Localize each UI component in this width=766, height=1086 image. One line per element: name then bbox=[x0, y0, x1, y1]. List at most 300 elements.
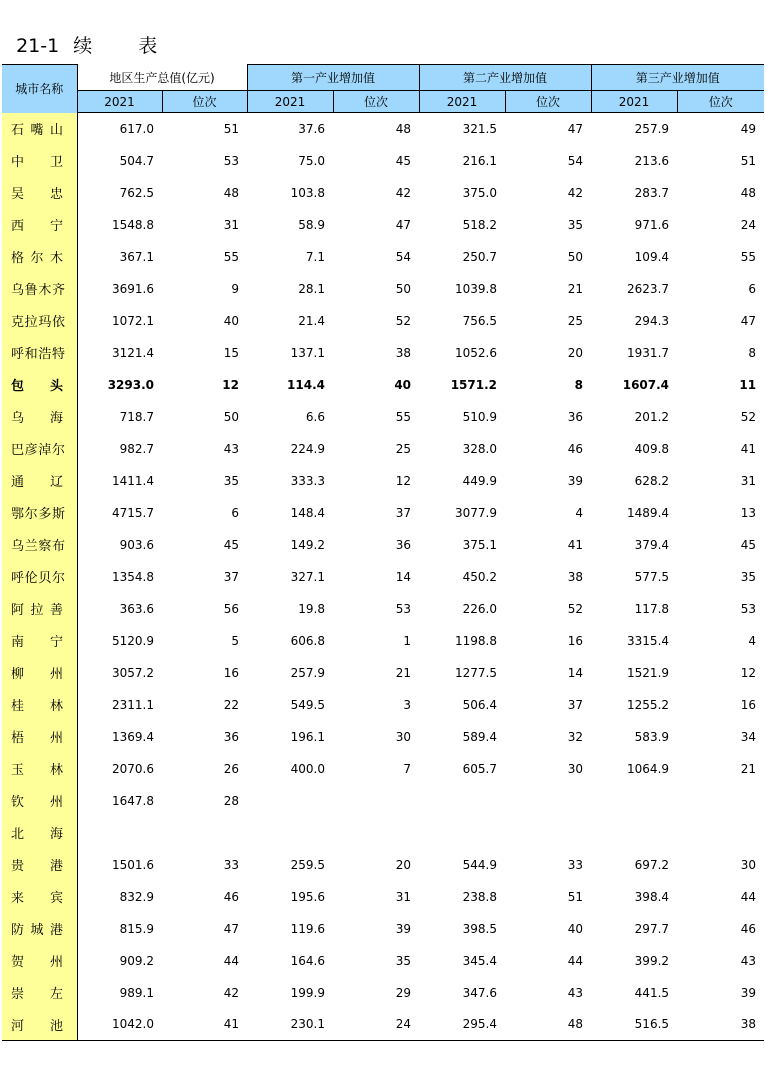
table-row bbox=[2, 849, 764, 881]
secondary-rank: 21 bbox=[567, 281, 584, 296]
city-name-label: 防城港 bbox=[11, 923, 63, 938]
city-name bbox=[2, 721, 77, 753]
gdp-rank: 26 bbox=[223, 761, 239, 776]
primary-rank: 48 bbox=[395, 121, 412, 136]
gdp-value: 989.1 bbox=[119, 985, 154, 1000]
city-name bbox=[2, 561, 77, 593]
primary-rank: 45 bbox=[395, 153, 412, 168]
header-secondary-year: 2021 bbox=[419, 91, 505, 113]
secondary-rank bbox=[505, 785, 591, 817]
city-name bbox=[2, 337, 77, 369]
gdp-rank: 9 bbox=[231, 281, 239, 296]
secondary-value: 250.7 bbox=[462, 249, 498, 264]
tertiary-rank: 30 bbox=[740, 857, 757, 872]
gdp-value: 5120.9 bbox=[112, 633, 154, 648]
primary-value: 164.6 bbox=[290, 953, 325, 968]
tertiary-value: 971.6 bbox=[634, 217, 670, 232]
tertiary-value: 297.7 bbox=[634, 921, 670, 936]
secondary-rank: 51 bbox=[567, 889, 584, 904]
city-name bbox=[2, 241, 77, 273]
table-row bbox=[2, 465, 764, 497]
gdp-value: 2311.1 bbox=[112, 697, 154, 712]
city-name bbox=[2, 497, 77, 529]
tertiary-value: 399.2 bbox=[634, 953, 670, 968]
primary-value: 199.9 bbox=[290, 985, 325, 1000]
gdp-rank: 37 bbox=[223, 569, 239, 584]
tertiary-rank bbox=[677, 817, 764, 849]
tertiary-value: 516.5 bbox=[591, 1009, 677, 1041]
city-name bbox=[2, 273, 77, 305]
secondary-rank: 16 bbox=[567, 633, 584, 648]
city-name-label: 河池 bbox=[11, 1018, 63, 1034]
city-name-label: 乌海 bbox=[11, 411, 63, 426]
tertiary-rank: 11 bbox=[739, 377, 757, 392]
gdp-rank: 53 bbox=[223, 153, 239, 168]
gdp-rank: 6 bbox=[231, 505, 239, 520]
tertiary-value: 577.5 bbox=[634, 569, 670, 584]
gdp-rank: 55 bbox=[223, 249, 239, 264]
primary-rank: 53 bbox=[395, 601, 412, 616]
city-name bbox=[2, 369, 77, 401]
primary-rank: 1 bbox=[403, 633, 412, 648]
secondary-rank: 50 bbox=[567, 249, 584, 264]
secondary-value: 398.5 bbox=[462, 921, 498, 936]
primary-value: 196.1 bbox=[290, 729, 325, 744]
city-name-label: 石嘴山 bbox=[11, 123, 63, 138]
city-name bbox=[2, 945, 77, 977]
city-name-label: 西宁 bbox=[11, 219, 63, 234]
city-name bbox=[2, 209, 77, 241]
tertiary-rank: 44 bbox=[740, 889, 757, 904]
secondary-value: 321.5 bbox=[462, 121, 498, 136]
primary-value: 230.1 bbox=[247, 1009, 333, 1041]
primary-rank: 12 bbox=[395, 473, 412, 488]
tertiary-rank: 34 bbox=[740, 729, 757, 744]
gdp-value: 718.7 bbox=[119, 409, 154, 424]
table-row bbox=[2, 753, 764, 785]
secondary-rank: 20 bbox=[567, 345, 584, 360]
city-name-label: 乌兰察布 bbox=[11, 539, 65, 554]
primary-rank: 52 bbox=[395, 313, 412, 328]
gdp-rank: 40 bbox=[223, 313, 239, 328]
tertiary-value: 583.9 bbox=[634, 729, 670, 744]
tertiary-rank bbox=[677, 785, 764, 817]
primary-value: 148.4 bbox=[290, 505, 325, 520]
secondary-value: 345.4 bbox=[462, 953, 498, 968]
city-name-label: 通辽 bbox=[11, 475, 63, 490]
tertiary-rank: 43 bbox=[740, 953, 757, 968]
city-name bbox=[2, 625, 77, 657]
tertiary-value: 409.8 bbox=[634, 441, 670, 456]
primary-value bbox=[247, 817, 333, 849]
table-row bbox=[2, 561, 764, 593]
table-row bbox=[2, 625, 764, 657]
tertiary-value: 283.7 bbox=[634, 185, 670, 200]
secondary-value: 295.4 bbox=[419, 1009, 505, 1041]
table-row bbox=[2, 785, 764, 817]
gdp-rank: 45 bbox=[223, 537, 239, 552]
secondary-rank: 48 bbox=[505, 1009, 591, 1041]
city-name-label: 阿拉善 bbox=[11, 603, 63, 618]
secondary-value bbox=[419, 817, 505, 849]
primary-value: 137.1 bbox=[290, 345, 325, 360]
tertiary-value bbox=[591, 785, 677, 817]
city-name-label: 贺州 bbox=[11, 955, 63, 970]
secondary-rank: 46 bbox=[567, 441, 584, 456]
primary-value: 195.6 bbox=[290, 889, 325, 904]
city-name bbox=[2, 305, 77, 337]
secondary-rank: 25 bbox=[567, 313, 584, 328]
secondary-value: 450.2 bbox=[462, 569, 498, 584]
primary-value: 28.1 bbox=[298, 281, 325, 296]
tertiary-rank: 13 bbox=[740, 505, 757, 520]
header-gdp-year: 2021 bbox=[77, 91, 162, 113]
tertiary-rank: 51 bbox=[740, 153, 757, 168]
secondary-rank: 41 bbox=[567, 537, 584, 552]
primary-value: 103.8 bbox=[290, 185, 325, 200]
gdp-value: 1501.6 bbox=[112, 857, 154, 872]
gdp-rank: 35 bbox=[223, 473, 239, 488]
city-name-label: 乌鲁木齐 bbox=[11, 283, 65, 298]
secondary-rank: 33 bbox=[567, 857, 584, 872]
secondary-value: 375.1 bbox=[462, 537, 498, 552]
table-row bbox=[2, 721, 764, 753]
primary-value: 333.3 bbox=[290, 473, 325, 488]
primary-value bbox=[247, 785, 333, 817]
secondary-rank: 43 bbox=[567, 985, 584, 1000]
tertiary-rank: 47 bbox=[740, 313, 757, 328]
city-name bbox=[2, 977, 77, 1009]
header-tertiary: 第三产业增加值 bbox=[591, 65, 764, 91]
tertiary-value: 379.4 bbox=[634, 537, 670, 552]
gdp-value: 1072.1 bbox=[112, 313, 154, 328]
city-name bbox=[2, 913, 77, 945]
city-name-label: 中卫 bbox=[11, 155, 63, 170]
tertiary-value: 257.9 bbox=[634, 121, 670, 136]
tertiary-rank: 45 bbox=[740, 537, 757, 552]
primary-value: 606.8 bbox=[290, 633, 325, 648]
primary-value: 119.6 bbox=[290, 921, 325, 936]
secondary-rank: 36 bbox=[567, 409, 584, 424]
gdp-rank: 50 bbox=[223, 409, 239, 424]
gdp-value: 1548.8 bbox=[112, 217, 154, 232]
gdp-value: 3293.0 bbox=[107, 377, 154, 392]
city-name bbox=[2, 1009, 77, 1041]
secondary-value: 756.5 bbox=[462, 313, 498, 328]
tertiary-value: 1489.4 bbox=[627, 505, 670, 520]
primary-rank: 29 bbox=[395, 985, 412, 1000]
table-row bbox=[2, 209, 764, 241]
primary-rank: 30 bbox=[395, 729, 412, 744]
primary-value: 21.4 bbox=[298, 313, 325, 328]
tertiary-rank: 38 bbox=[677, 1009, 764, 1041]
secondary-value: 1571.2 bbox=[450, 377, 498, 392]
city-name-label: 吴忠 bbox=[11, 187, 63, 202]
primary-rank: 40 bbox=[394, 377, 412, 392]
secondary-rank: 30 bbox=[567, 761, 584, 776]
primary-rank: 36 bbox=[395, 537, 412, 552]
gdp-value: 367.1 bbox=[119, 249, 154, 264]
city-name-label: 克拉玛依 bbox=[11, 315, 65, 330]
city-name-label: 北海 bbox=[11, 827, 63, 842]
title-suffix: 续表 bbox=[73, 35, 204, 57]
secondary-value: 1039.8 bbox=[455, 281, 498, 296]
secondary-value: 518.2 bbox=[462, 217, 498, 232]
gdp-rank: 42 bbox=[223, 985, 239, 1000]
gdp-rank: 43 bbox=[223, 441, 239, 456]
tertiary-rank: 46 bbox=[740, 921, 757, 936]
table-row bbox=[2, 529, 764, 561]
secondary-value: 589.4 bbox=[462, 729, 498, 744]
city-name bbox=[2, 817, 77, 849]
secondary-value: 510.9 bbox=[462, 409, 498, 424]
table-row bbox=[2, 369, 764, 401]
secondary-rank: 39 bbox=[567, 473, 584, 488]
header-primary-year: 2021 bbox=[247, 91, 333, 113]
secondary-rank: 4 bbox=[575, 505, 584, 520]
city-name-label: 玉林 bbox=[11, 763, 63, 778]
table-row bbox=[2, 177, 764, 209]
city-name bbox=[2, 433, 77, 465]
city-name-label: 呼和浩特 bbox=[11, 347, 65, 362]
tertiary-value: 1064.9 bbox=[627, 761, 670, 776]
city-name bbox=[2, 113, 77, 145]
secondary-rank: 37 bbox=[567, 697, 584, 712]
tertiary-value: 1255.2 bbox=[627, 697, 670, 712]
primary-value: 400.0 bbox=[290, 761, 325, 776]
primary-value: 75.0 bbox=[298, 153, 325, 168]
primary-rank: 37 bbox=[395, 505, 412, 520]
city-name-label: 鄂尔多斯 bbox=[11, 507, 65, 522]
city-name bbox=[2, 753, 77, 785]
city-name-label: 包头 bbox=[11, 379, 63, 394]
primary-value: 327.1 bbox=[290, 569, 325, 584]
table-row bbox=[2, 1009, 764, 1041]
table-row bbox=[2, 433, 764, 465]
table-number: 21-1 bbox=[16, 35, 60, 57]
tertiary-rank: 4 bbox=[748, 633, 757, 648]
gdp-rank: 31 bbox=[223, 217, 239, 232]
secondary-rank: 35 bbox=[567, 217, 584, 232]
tertiary-rank: 24 bbox=[740, 217, 757, 232]
tertiary-value bbox=[591, 817, 677, 849]
city-name-label: 来宾 bbox=[11, 891, 63, 906]
primary-rank: 24 bbox=[333, 1009, 419, 1041]
tertiary-value: 294.3 bbox=[634, 313, 670, 328]
tertiary-rank: 31 bbox=[740, 473, 757, 488]
gdp-rank: 33 bbox=[223, 857, 239, 872]
gdp-value: 909.2 bbox=[119, 953, 154, 968]
gdp-value: 2070.6 bbox=[112, 761, 154, 776]
gdp-rank: 12 bbox=[222, 377, 239, 392]
city-name bbox=[2, 177, 77, 209]
city-name-label: 巴彦淖尔 bbox=[11, 443, 65, 458]
table-row bbox=[2, 241, 764, 273]
city-name-label: 钦州 bbox=[11, 795, 63, 810]
gdp-rank: 16 bbox=[223, 665, 239, 680]
secondary-value bbox=[419, 785, 505, 817]
tertiary-value: 3315.4 bbox=[627, 633, 670, 648]
primary-rank: 7 bbox=[403, 761, 412, 776]
gdp-value: 1042.0 bbox=[77, 1009, 162, 1041]
tertiary-rank: 21 bbox=[740, 761, 757, 776]
gdp-value: 815.9 bbox=[119, 921, 154, 936]
primary-rank: 21 bbox=[395, 665, 412, 680]
secondary-value: 375.0 bbox=[462, 185, 498, 200]
gdp-value: 903.6 bbox=[119, 537, 154, 552]
primary-rank: 3 bbox=[403, 697, 412, 712]
secondary-value: 544.9 bbox=[462, 857, 498, 872]
tertiary-value: 398.4 bbox=[634, 889, 670, 904]
gdp-value: 1354.8 bbox=[112, 569, 154, 584]
secondary-rank: 44 bbox=[567, 953, 584, 968]
primary-value: 149.2 bbox=[290, 537, 325, 552]
tertiary-rank: 39 bbox=[740, 985, 757, 1000]
tertiary-value: 109.4 bbox=[634, 249, 670, 264]
header-secondary-rank: 位次 bbox=[505, 91, 591, 113]
primary-rank: 55 bbox=[395, 409, 412, 424]
city-name-label: 柳州 bbox=[11, 667, 63, 682]
table-row bbox=[2, 337, 764, 369]
primary-value: 224.9 bbox=[290, 441, 325, 456]
tertiary-value: 1521.9 bbox=[627, 665, 670, 680]
tertiary-rank: 53 bbox=[740, 601, 757, 616]
gdp-rank: 22 bbox=[223, 697, 239, 712]
tertiary-rank: 49 bbox=[740, 121, 757, 136]
secondary-value: 328.0 bbox=[462, 441, 498, 456]
tertiary-rank: 41 bbox=[740, 441, 757, 456]
tertiary-value: 213.6 bbox=[634, 153, 670, 168]
secondary-value: 449.9 bbox=[462, 473, 498, 488]
header-primary: 第一产业增加值 bbox=[247, 65, 419, 91]
header-tertiary-year: 2021 bbox=[591, 91, 677, 113]
city-name bbox=[2, 401, 77, 433]
city-name bbox=[2, 881, 77, 913]
primary-rank: 50 bbox=[395, 281, 412, 296]
tertiary-rank: 8 bbox=[748, 345, 757, 360]
secondary-rank: 38 bbox=[567, 569, 584, 584]
city-name bbox=[2, 145, 77, 177]
primary-rank: 39 bbox=[395, 921, 412, 936]
primary-rank: 25 bbox=[395, 441, 412, 456]
city-name bbox=[2, 849, 77, 881]
secondary-rank bbox=[505, 817, 591, 849]
tertiary-rank: 52 bbox=[740, 409, 757, 424]
gdp-rank: 36 bbox=[223, 729, 239, 744]
primary-rank bbox=[333, 785, 419, 817]
secondary-value: 3077.9 bbox=[455, 505, 498, 520]
secondary-value: 1277.5 bbox=[455, 665, 498, 680]
secondary-rank: 54 bbox=[567, 153, 584, 168]
gdp-value: 363.6 bbox=[119, 601, 154, 616]
tertiary-value: 201.2 bbox=[634, 409, 670, 424]
gdp-value: 832.9 bbox=[119, 889, 154, 904]
secondary-value: 1052.6 bbox=[455, 345, 498, 360]
table-row bbox=[2, 657, 764, 689]
secondary-value: 506.4 bbox=[462, 697, 498, 712]
primary-rank: 38 bbox=[395, 345, 412, 360]
table-row bbox=[2, 145, 764, 177]
tertiary-value: 441.5 bbox=[634, 985, 670, 1000]
secondary-rank: 14 bbox=[567, 665, 584, 680]
table-row bbox=[2, 401, 764, 433]
gdp-value: 3691.6 bbox=[112, 281, 154, 296]
city-name-label: 南宁 bbox=[11, 635, 63, 650]
tertiary-rank: 55 bbox=[740, 249, 757, 264]
secondary-rank: 32 bbox=[567, 729, 584, 744]
primary-value: 549.5 bbox=[290, 697, 325, 712]
gdp-rank: 15 bbox=[223, 345, 239, 360]
city-name bbox=[2, 657, 77, 689]
gdp-value: 3057.2 bbox=[112, 665, 154, 680]
gdp-value bbox=[77, 817, 162, 849]
tertiary-value: 628.2 bbox=[634, 473, 670, 488]
secondary-value: 226.0 bbox=[462, 601, 498, 616]
header-tertiary-rank: 位次 bbox=[677, 91, 764, 113]
secondary-value: 238.8 bbox=[462, 889, 498, 904]
table-row bbox=[2, 881, 764, 913]
city-name bbox=[2, 465, 77, 497]
city-name-label: 崇左 bbox=[11, 987, 63, 1002]
table-row bbox=[2, 273, 764, 305]
primary-rank: 54 bbox=[395, 249, 412, 264]
header-secondary: 第二产业增加值 bbox=[419, 65, 591, 91]
gdp-rank: 46 bbox=[223, 889, 239, 904]
table-row bbox=[2, 689, 764, 721]
city-name-label: 梧州 bbox=[11, 731, 63, 746]
primary-value: 58.9 bbox=[298, 217, 325, 232]
primary-value: 7.1 bbox=[305, 249, 325, 264]
secondary-rank: 8 bbox=[574, 377, 584, 392]
gdp-rank: 56 bbox=[223, 601, 239, 616]
secondary-rank: 52 bbox=[567, 601, 584, 616]
table-row bbox=[2, 913, 764, 945]
city-name-label: 贵港 bbox=[11, 859, 63, 874]
primary-value: 37.6 bbox=[298, 121, 325, 136]
table-row bbox=[2, 945, 764, 977]
gdp-rank bbox=[162, 817, 247, 849]
gdp-rank: 47 bbox=[223, 921, 239, 936]
gdp-value: 3121.4 bbox=[112, 345, 154, 360]
header-city: 城市名称 bbox=[2, 65, 77, 113]
header-gdp: 地区生产总值(亿元) bbox=[77, 65, 247, 91]
tertiary-rank: 35 bbox=[740, 569, 757, 584]
gdp-value: 617.0 bbox=[119, 121, 154, 136]
primary-value: 19.8 bbox=[298, 601, 325, 616]
gdp-rank: 28 bbox=[223, 793, 239, 808]
primary-value: 257.9 bbox=[290, 665, 325, 680]
secondary-rank: 47 bbox=[567, 121, 584, 136]
tertiary-rank: 6 bbox=[748, 281, 757, 296]
primary-rank: 14 bbox=[395, 569, 412, 584]
gdp-value: 982.7 bbox=[119, 441, 154, 456]
city-economy-table bbox=[2, 64, 764, 1041]
gdp-value: 1647.8 bbox=[112, 793, 154, 808]
gdp-rank: 41 bbox=[162, 1009, 247, 1041]
primary-rank: 42 bbox=[395, 185, 412, 200]
header-gdp-rank: 位次 bbox=[162, 91, 247, 113]
gdp-value: 1411.4 bbox=[112, 473, 154, 488]
secondary-rank: 40 bbox=[567, 921, 584, 936]
gdp-value: 504.7 bbox=[119, 153, 154, 168]
gdp-rank: 44 bbox=[223, 953, 239, 968]
tertiary-value: 697.2 bbox=[634, 857, 670, 872]
tertiary-value: 1931.7 bbox=[627, 345, 670, 360]
city-name bbox=[2, 689, 77, 721]
secondary-value: 347.6 bbox=[462, 985, 498, 1000]
table-row bbox=[2, 113, 764, 145]
city-name-label: 呼伦贝尔 bbox=[11, 571, 65, 586]
